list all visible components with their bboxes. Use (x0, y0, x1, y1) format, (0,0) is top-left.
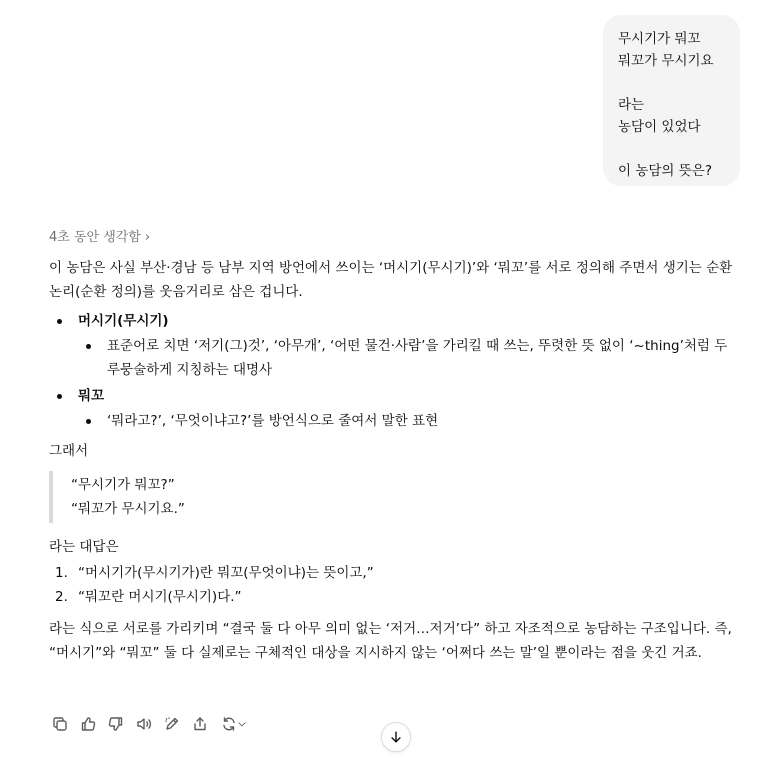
regenerate-icon (221, 716, 237, 732)
list-item (49, 585, 739, 609)
thumbs-up-button[interactable] (77, 713, 99, 735)
thought-label: 4초 동안 생각함 (49, 230, 141, 245)
thought-toggle[interactable] (49, 229, 150, 247)
list-item (49, 384, 739, 433)
list-text: “머시기가(무시기가)란 뭐꼬(무엇이냐)는 뜻이고,” (78, 565, 374, 581)
thumbs-up-icon (80, 716, 96, 732)
assistant-answer (49, 256, 739, 665)
regenerate-button[interactable] (217, 713, 251, 735)
numbered-list (49, 561, 739, 609)
read-aloud-button[interactable] (133, 713, 155, 735)
edit-icon (164, 716, 180, 732)
answer-conclusion: 라는 식으로 서로를 가리키며 “결국 둘 다 아무 의미 없는 ‘저거…저거’다” 하고 자조적으로 농담하는 구조입니다. 즉, “머시기”와 “뭐꼬” 둘 다 실제로는 구체적인 대상을 지시하지 않는 ‘어쩌다 쓰는 말’일 뿐이라는 점을 웃긴 거죠. (49, 621, 732, 661)
term-list (49, 309, 739, 433)
so-label: 그래서 (49, 443, 89, 459)
answer-intro: 이 농담은 사실 부산·경남 등 남부 지역 방언에서 쓰이는 ‘머시기(무시기)’와 ‘뭐꼬’를 서로 정의해 주면서 생기는 순환 논리(순환 정의)를 웃음거리로 삼은 겁니다. (49, 260, 733, 300)
list-item: ‘뭐라고?’, ‘무엇이냐고?’를 방언식으로 줄여서 말한 표현 (78, 409, 739, 433)
list-number: 2. (55, 589, 68, 605)
list-item (49, 309, 739, 382)
user-message-bubble: 무시기가 뭐꼬 뭐꼬가 무시기요 라는 농담이 있었다 이 농담의 뜻은? (603, 15, 740, 186)
copy-icon (52, 716, 68, 732)
share-icon (192, 716, 208, 732)
chevron-right-icon: › (144, 230, 151, 245)
list-text: “뭐꼬란 머시기(무시기)다.” (78, 589, 242, 605)
message-actions (49, 713, 251, 735)
thumbs-down-icon (108, 716, 124, 732)
arrow-down-icon (389, 730, 403, 744)
reply-label: 라는 대답은 (49, 539, 119, 555)
term-sublist (78, 334, 739, 382)
chevron-down-icon (237, 719, 247, 729)
thumbs-down-button[interactable] (105, 713, 127, 735)
term-label: 머시기(무시기) (78, 313, 169, 329)
blockquote (49, 471, 739, 523)
term-label: 뭐꼬 (78, 388, 105, 404)
read-aloud-icon (136, 716, 152, 732)
copy-button[interactable] (49, 713, 71, 735)
scroll-to-bottom-button[interactable] (381, 722, 411, 752)
quote-line: “뭐꼬가 무시기요.” (71, 501, 185, 517)
quote-line: “무시기가 뭐꼬?” (71, 477, 175, 493)
share-button[interactable] (189, 713, 211, 735)
term-sublist (78, 409, 739, 433)
edit-button[interactable] (161, 713, 183, 735)
list-item: 표준어로 치면 ‘저기(그)것’, ‘아무개’, ‘어떤 물건·사람’을 가리킬 때 쓰는, 뚜렷한 뜻 없이 ‘~thing’처럼 두루뭉술하게 지칭하는 대명사 (78, 334, 739, 382)
list-number: 1. (55, 565, 68, 581)
list-item (49, 561, 739, 585)
